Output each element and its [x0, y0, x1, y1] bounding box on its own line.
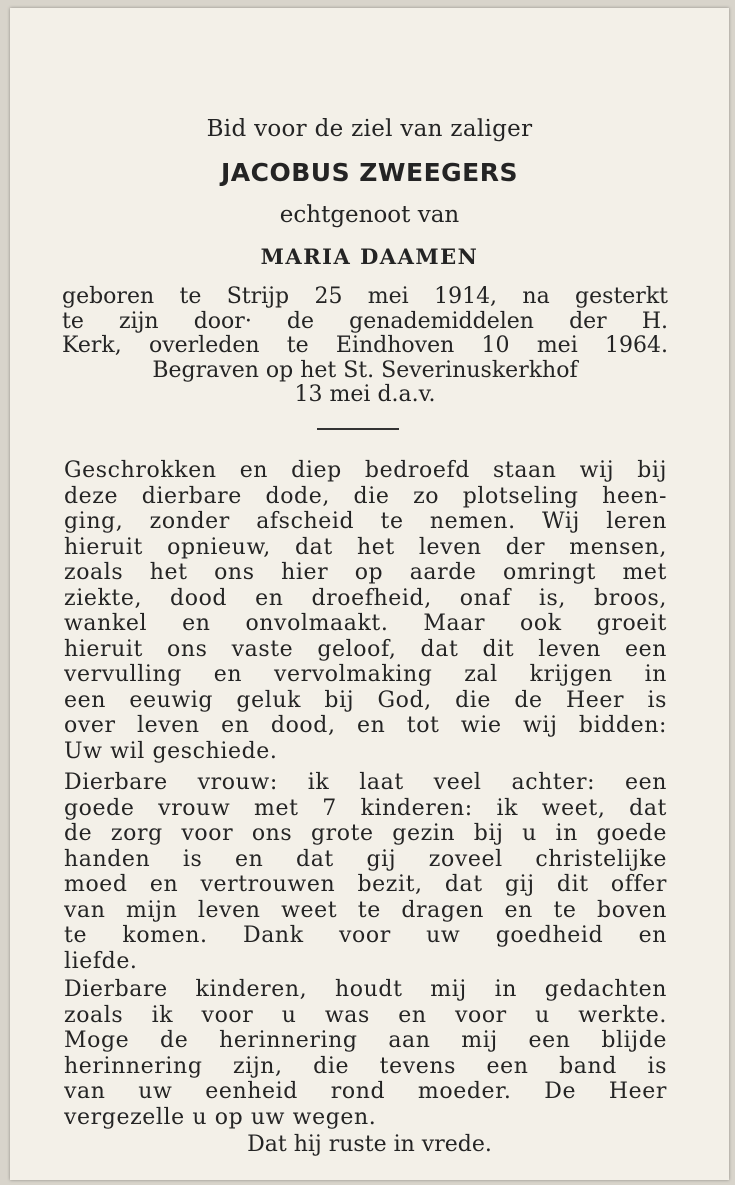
text-line: handen is en dat gij zoveel christelijke — [64, 846, 667, 872]
text-line: liefde. — [64, 948, 138, 974]
text-line: Dierbare kinderen, houdt mij in gedachten — [64, 977, 667, 1002]
text-line: ging, zonder afscheid te nemen. Wij leren — [64, 509, 667, 534]
biography — [62, 285, 668, 408]
text-line: van mijn leven weet te dragen en te boven — [64, 897, 667, 923]
spouse-label: echtgenoot van — [279, 202, 460, 228]
divider-rule — [317, 428, 399, 430]
text-line: de zorg voor ons grote gezin bij u in goede — [64, 821, 667, 846]
text-line: Moge de herinnering aan mij een blijde — [64, 1028, 667, 1053]
text-line: een eeuwig geluk bij God, die de Heer is — [64, 687, 667, 713]
bio-line: 13 mei d.a.v. — [294, 383, 436, 408]
text-line: herinnering zijn, die tevens een band is — [64, 1053, 667, 1079]
bio-line: Begraven op het St. Severinuskerkhof — [152, 358, 578, 383]
text-line: Dierbare vrouw: ik laat veel achter: een — [64, 770, 667, 795]
deceased-name: JACOBUS ZWEEGERS — [220, 158, 519, 187]
bio-line: geboren te Strijp 25 mei 1914, na gesterkt — [62, 285, 668, 309]
text-line: Geschrokken en diep bedroefd staan wij bij — [64, 458, 667, 483]
bio-line: te zijn door· de genademiddelen der H. — [62, 309, 668, 334]
text-line: Uw wil geschiede. — [64, 738, 278, 764]
text-line: hieruit ons vaste geloof, dat dit leven een — [64, 636, 667, 662]
text-line: goede vrouw met 7 kinderen: ik weet, dat — [64, 795, 667, 821]
text-line: zoals ik voor u was en voor u werkte. — [64, 1002, 667, 1028]
text-line: vervulling en vervolmaking zal krijgen in — [64, 662, 667, 687]
text-line: van uw eenheid rond moeder. De Heer — [64, 1079, 667, 1104]
text-line: over leven en dood, en tot wie wij bidden: — [64, 713, 667, 738]
text-line: hieruit opnieuw, dat het leven der mensen, — [64, 534, 667, 560]
closing-prayer: Dat hij ruste in vrede. — [247, 1132, 492, 1157]
text-line: moed en vertrouwen bezit, dat gij dit offer — [64, 872, 667, 897]
bio-line: Kerk, overleden te Eindhoven 10 mei 1964. — [62, 334, 668, 359]
text-line: zoals het ons hier op aarde omringt met — [64, 560, 667, 585]
text-line: wankel en onvolmaakt. Maar ook groeit — [64, 611, 667, 636]
paragraph-children — [64, 977, 667, 1130]
prayer-intro: Bid voor de ziel van zaliger — [206, 116, 533, 142]
paragraph-wife — [64, 770, 667, 974]
paragraph-reflection — [64, 458, 667, 764]
text-line: vergezelle u op uw wegen. — [64, 1104, 377, 1130]
text-line: ziekte, dood en droefheid, onaf is, broos, — [64, 585, 667, 611]
spouse-name: MARIA DAAMEN — [260, 244, 479, 269]
memorial-card — [10, 8, 729, 1180]
text-line: te komen. Dank voor uw goedheid en — [64, 923, 667, 948]
text-line: deze dierbare dode, die zo plotseling heen- — [64, 483, 667, 509]
